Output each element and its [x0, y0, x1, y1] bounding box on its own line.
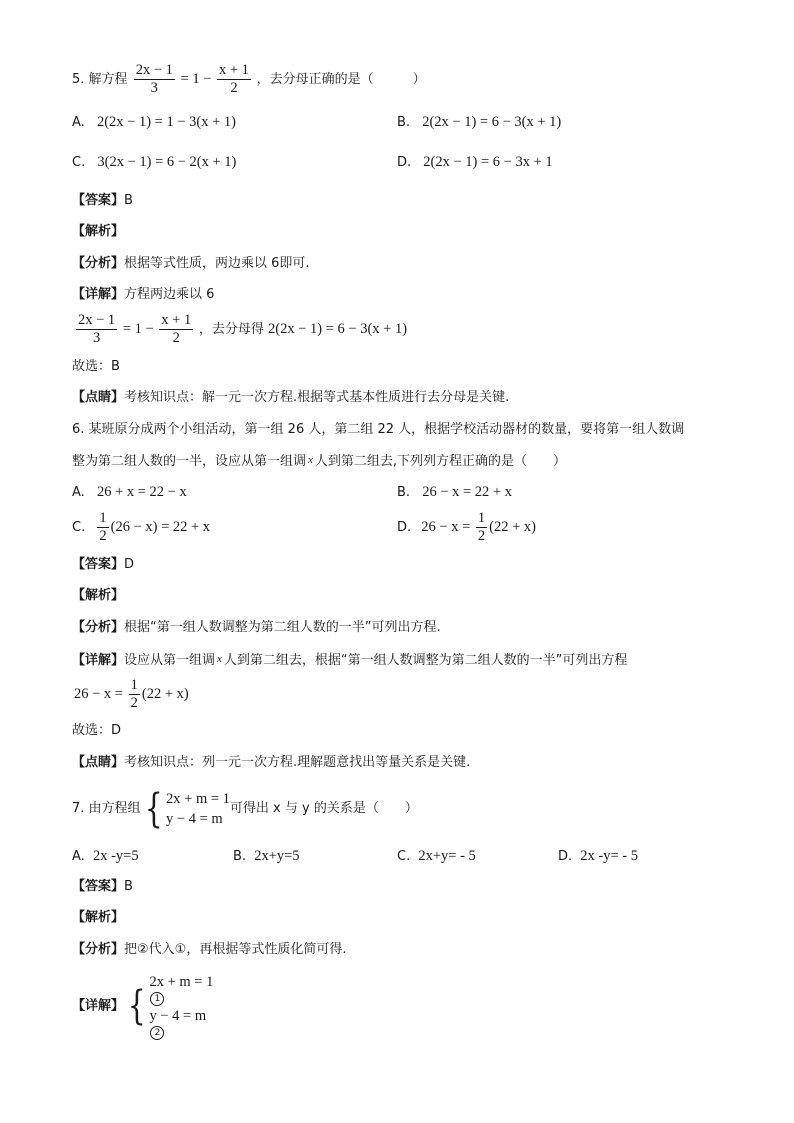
q6-chosen: 故选：D	[72, 723, 122, 738]
q5-work: $\frac{2x - 1}{3}$ = 1 − $\frac{x + 1}{2}$ ，去分母得 2(2x − 1) = 6 − 3(x + 1)	[78, 312, 408, 346]
q7-xiangjie: 【详解】{ 2x + m = 1 1 y − 4 = m 2	[72, 974, 214, 1038]
q7-stem: 7. 由方程组{ 2x + m = 1 y − 4 = m 可得出 x 与 y 的关系是（ ）	[72, 785, 418, 832]
q5-option-b: B. 2(2x − 1) = 6 − 3(x + 1)	[397, 114, 562, 130]
q7-fenxi: 【分析】把②代入①，再根据等式性质化简可得.	[72, 942, 347, 957]
q5-answer: 【答案】B	[72, 193, 133, 208]
q7-work-system: 2x + m = 1 1 y − 4 = m 2	[149, 974, 214, 1038]
circled-number-icon: 2	[150, 1026, 164, 1040]
brace-icon: {	[144, 785, 163, 832]
q7-answer: 【答案】B	[72, 879, 133, 894]
q5-option-d: D. 2(2x − 1) = 6 − 3x + 1	[397, 154, 553, 170]
circled-number-icon: 1	[150, 992, 164, 1006]
q5-chosen: 故选：B	[72, 359, 120, 374]
q7-option-d: D. 2x -y= - 5	[558, 848, 639, 864]
q6-fenxi: 【分析】根据“第一组人数调整为第二组人数的一半”可列出方程.	[72, 620, 441, 635]
q6-stem-line1: 6. 某班原分成两个小组活动，第一组 26 人，第二组 22 人，根据学校活动器材的数量，要将第一组人数调	[72, 422, 685, 437]
q6-answer: 【答案】D	[72, 557, 135, 572]
q6-xiangjie: 【详解】设应从第一组调 x 人到第二组去，根据“第一组人数调整为第二组人数的一半”可列出方程	[72, 653, 628, 668]
q6-work: 26 − x = $\frac{1}{2}$ (22 + x)	[74, 677, 189, 711]
q7-option-b: B. 2x+y=5	[233, 848, 300, 864]
q5-fenxi: 【分析】根据等式性质，两边乘以 6即可.	[72, 256, 310, 271]
q6-option-b: B. 26 − x = 22 + x	[397, 484, 512, 500]
brace-icon: {	[127, 983, 146, 1029]
q6-dianjing: 【点睛】考核知识点：列一元一次方程.理解题意找出等量关系是关键.	[72, 755, 471, 770]
q6-stem-line2: 整为第二组人数的一半，设应从第一组调 x 人到第二组去,下列列方程正确的是（ ）	[72, 454, 567, 469]
q7-system: 2x + m = 1 y − 4 = m	[166, 790, 230, 827]
q5-dianjing: 【点睛】考核知识点：解一元一次方程.根据等式基本性质进行去分母是关键.	[72, 390, 510, 405]
q5-xiangjie: 【详解】方程两边乘以 6	[72, 287, 215, 302]
q5-analysis-heading: 【解析】	[72, 224, 125, 239]
q5-equation: $\frac{2x - 1}{3}$ = 1 − $\frac{x + 1}{2}$	[135, 62, 249, 96]
q6-option-d: D. 26 − x = $\frac{1}{2}$ (22 + x)	[397, 510, 536, 544]
q7-option-a: A. 2x -y=5	[72, 848, 139, 864]
q6-option-a: A. 26 + x = 22 − x	[72, 484, 187, 500]
q7-analysis-heading: 【解析】	[72, 910, 125, 925]
q5-option-a: A. 2(2x − 1) = 1 − 3(x + 1)	[72, 114, 236, 130]
q5-stem: 5. 解方程 $\frac{2x - 1}{3}$ = 1 − $\frac{x + 1}{2}$ ，去分母正确的是（ ）	[72, 62, 426, 96]
q5-option-c: C. 3(2x − 1) = 6 − 2(x + 1)	[72, 154, 237, 170]
q7-option-c: C. 2x+y= - 5	[397, 848, 476, 864]
q6-option-c: C. $\frac{1}{2}$ (26 − x) = 22 + x	[72, 510, 211, 544]
q6-analysis-heading: 【解析】	[72, 588, 125, 603]
